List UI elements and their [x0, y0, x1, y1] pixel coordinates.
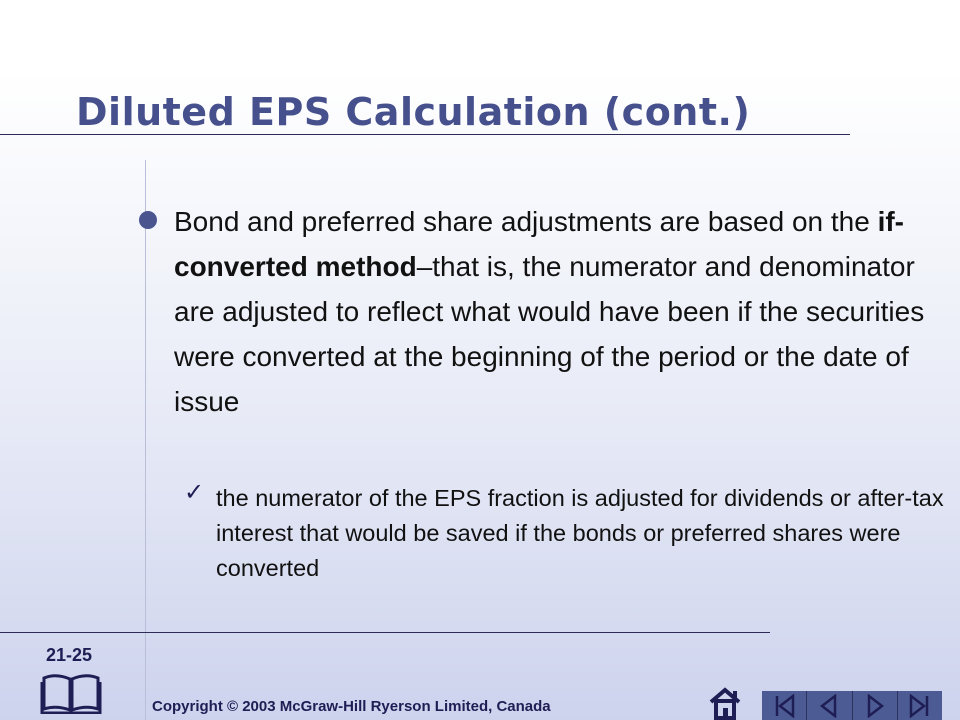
sub-bullet-text: the numerator of the EPS fraction is adjusted for dividends or after-tax interest that would be saved if the bonds or preferred shares were converted [216, 485, 944, 581]
check-mark-icon: ✓ [184, 479, 205, 506]
title-divider [0, 134, 850, 135]
bullet-text-start: Bond and preferred share adjustments are based on the [174, 206, 878, 237]
skip-to-start-icon [769, 694, 799, 718]
next-slide-button[interactable] [852, 691, 897, 720]
home-icon[interactable] [706, 684, 748, 720]
vertical-divider [145, 160, 146, 720]
slide-navigation-bar [762, 691, 942, 720]
footer-divider [0, 632, 770, 633]
book-icon[interactable] [40, 672, 102, 714]
last-slide-button[interactable] [897, 691, 942, 720]
bullet-point-icon [139, 211, 157, 229]
main-bullet-text [174, 199, 934, 424]
slide-number: 21-25 [46, 645, 93, 665]
bullet-bold-term: if-converted method [174, 206, 905, 282]
bullet-text-end: –that is, the numerator and denominator are adjusted to reflect what would have been if the securities were converted at the beginning of the period or the date of issue [174, 251, 925, 417]
first-slide-button[interactable] [762, 691, 806, 720]
previous-icon [814, 694, 844, 718]
copyright-text: Copyright © 2003 McGraw-Hill Ryerson Limited, Canada [152, 698, 551, 715]
previous-slide-button[interactable] [806, 691, 851, 720]
slide-title: Diluted EPS Calculation (cont.) [76, 90, 751, 134]
next-icon [860, 694, 890, 718]
skip-to-end-icon [905, 694, 935, 718]
